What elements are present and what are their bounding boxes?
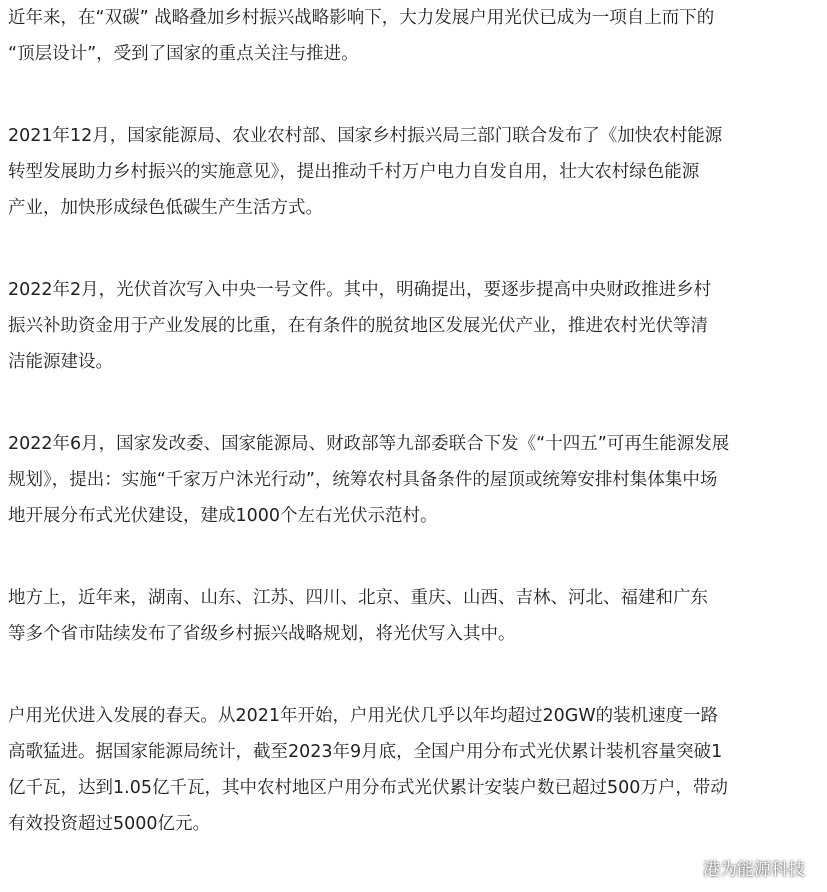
paragraph <box>8 580 822 652</box>
watermark <box>673 855 805 880</box>
text-line: 2021年12月，国家能源局、农业农村部、国家乡村振兴局三部门联合发布了《加快农村能源 <box>8 126 723 146</box>
text-line: 高歌猛进。据国家能源局统计，截至2023年9月底，全国户用分布式光伏累计装机容量突破1 <box>8 742 723 762</box>
text-line: 亿千瓦，达到1.05亿千瓦，其中农村地区户用分布式光伏累计安装户数已超过500万户，带动 <box>8 778 728 798</box>
paragraph <box>8 698 822 842</box>
paragraph <box>8 0 822 72</box>
text-line: 户用光伏进入发展的春天。从2021年开始，户用光伏几乎以年均超过20GW的装机速度一路 <box>8 706 719 726</box>
text-line: 振兴补助资金用于产业发展的比重，在有条件的脱贫地区发展光伏产业，推进农村光伏等清 <box>8 316 708 336</box>
paragraph <box>8 272 822 380</box>
watermark-text: 港为能源科技 <box>703 860 805 880</box>
article-body <box>8 0 822 842</box>
paragraph <box>8 426 822 534</box>
text-line: “顶层设计”，受到了国家的重点关注与推进。 <box>8 44 359 64</box>
text-line: 转型发展助力乡村振兴的实施意见》，提出推动千村万户电力自发自用，壮大农村绿色能源 <box>8 162 700 182</box>
text-line: 产业，加快形成绿色低碳生产生活方式。 <box>8 198 323 218</box>
text-line: 近年来，在“双碳” 战略叠加乡村振兴战略影响下，大力发展户用光伏已成为一项自上而下的 <box>8 8 715 28</box>
text-line: 规划》，提出：实施“千家万户沐光行动”，统筹农村具备条件的屋顶或统筹安排村集体集中场 <box>8 470 718 490</box>
text-line: 2022年2月，光伏首次写入中央一号文件。其中，明确提出，要逐步提高中央财政推进乡村 <box>8 280 712 300</box>
paragraph <box>8 118 822 226</box>
text-line: 地方上，近年来，湖南、山东、江苏、四川、北京、重庆、山西、吉林、河北、福建和广东 <box>8 588 708 608</box>
text-line: 等多个省市陆续发布了省级乡村振兴战略规划，将光伏写入其中。 <box>8 624 516 644</box>
text-line: 2022年6月，国家发改委、国家能源局、财政部等九部委联合下发《“十四五”可再生能源发展 <box>8 434 730 454</box>
wechat-icon <box>673 858 697 878</box>
text-line: 洁能源建设。 <box>8 352 113 372</box>
text-line: 地开展分布式光伏建设，建成1000个左右光伏示范村。 <box>8 506 438 526</box>
text-line: 有效投资超过5000亿元。 <box>8 814 211 834</box>
